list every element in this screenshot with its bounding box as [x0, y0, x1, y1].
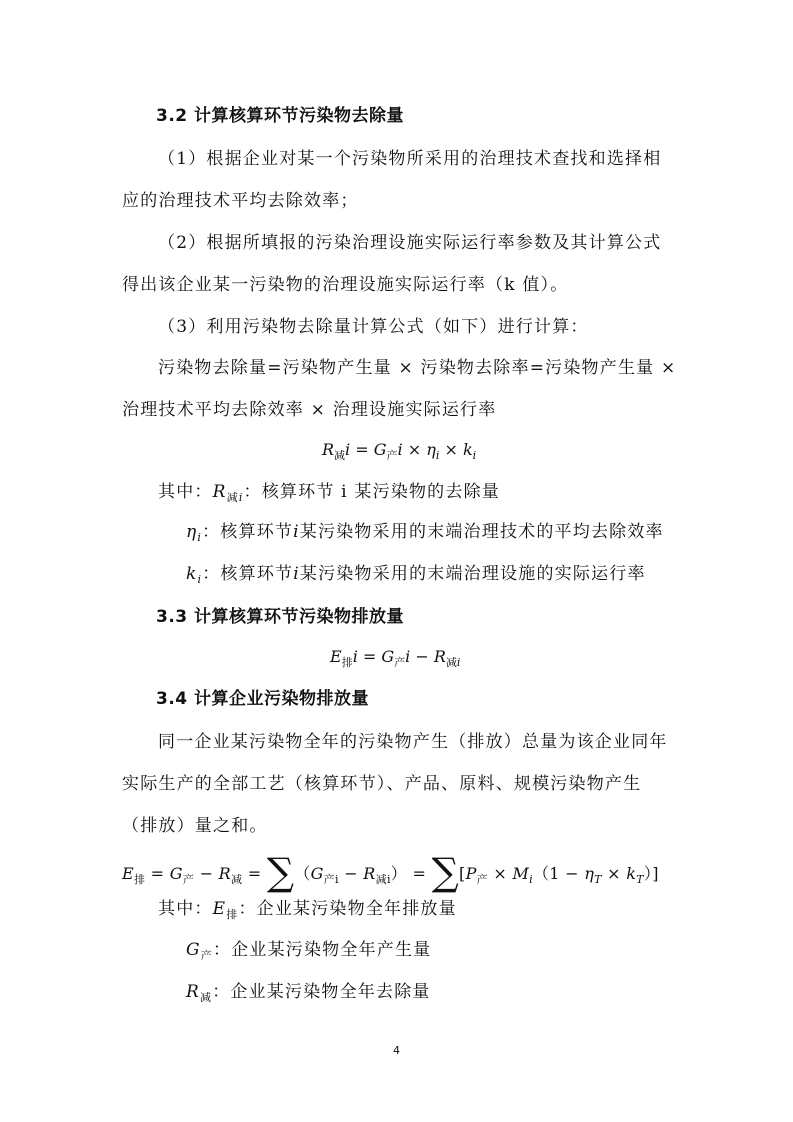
paragraph-line: 应的治理技术平均去除效率；	[122, 191, 359, 211]
paragraph-line: 同一企业某污染物全年的污染物产生（排放）总量为该企业同年	[158, 732, 668, 752]
paragraph-line: 治理技术平均去除效率 × 治理设施实际运行率	[122, 400, 497, 420]
section-heading-3-2: 3.2 计算核算环节污染物去除量	[156, 106, 405, 126]
section-heading-3-3: 3.3 计算核算环节污染物排放量	[156, 607, 405, 627]
definition-emission: 其中：$E_排$：企业某污染物全年排放量	[158, 899, 457, 921]
section-heading-3-4: 3.4 计算企业污染物排放量	[156, 689, 370, 709]
paragraph-line: （2）根据所填报的污染治理设施实际运行率参数及其计算公式	[158, 233, 662, 253]
summation-symbol: ∑	[266, 850, 295, 894]
summation-symbol: ∑	[431, 850, 460, 894]
formula-emission-step: $E_排i = G_产i - R_{减i}$	[330, 647, 461, 669]
definition-removal-total: $R_减$：企业某污染物全年去除量	[186, 982, 431, 1004]
paragraph-line: 得出该企业某一污染物的治理设施实际运行率（k 值）。	[122, 275, 569, 295]
formula-removal: $R_减i = G_产i \times \eta_i \times k_i$	[322, 440, 477, 462]
paragraph-line: 实际生产的全部工艺（核算环节）、产品、原料、规模污染物产生	[122, 774, 642, 794]
definition-removal: 其中：$R_{减i}$：核算环节 i 某污染物的去除量	[158, 482, 500, 504]
paragraph-line: （排放）量之和。	[122, 816, 268, 836]
definition-generation: $G_产$：企业某污染物全年产生量	[186, 940, 432, 962]
formula-enterprise-emission: $E_排 = G_产 - R_减 = \sum(G_{产i} - R_{减i}) = \sum[P_产 \times M_i(1 - \eta_T \times k_T)]$	[122, 850, 659, 894]
paragraph-line: 污染物去除量=污染物产生量 × 污染物去除率=污染物产生量 ×	[158, 358, 677, 378]
definition-eta: $\eta_i$：核算环节i某污染物采用的末端治理技术的平均去除效率	[186, 522, 664, 544]
page-number: 4	[393, 1044, 400, 1057]
definition-k: $k_i$：核算环节i某污染物采用的末端治理设施的实际运行率	[186, 564, 646, 586]
paragraph-line: （3）利用污染物去除量计算公式（如下）进行计算：	[158, 317, 589, 337]
paragraph-line: （1）根据企业对某一个污染物所采用的治理技术查找和选择相	[158, 149, 662, 169]
